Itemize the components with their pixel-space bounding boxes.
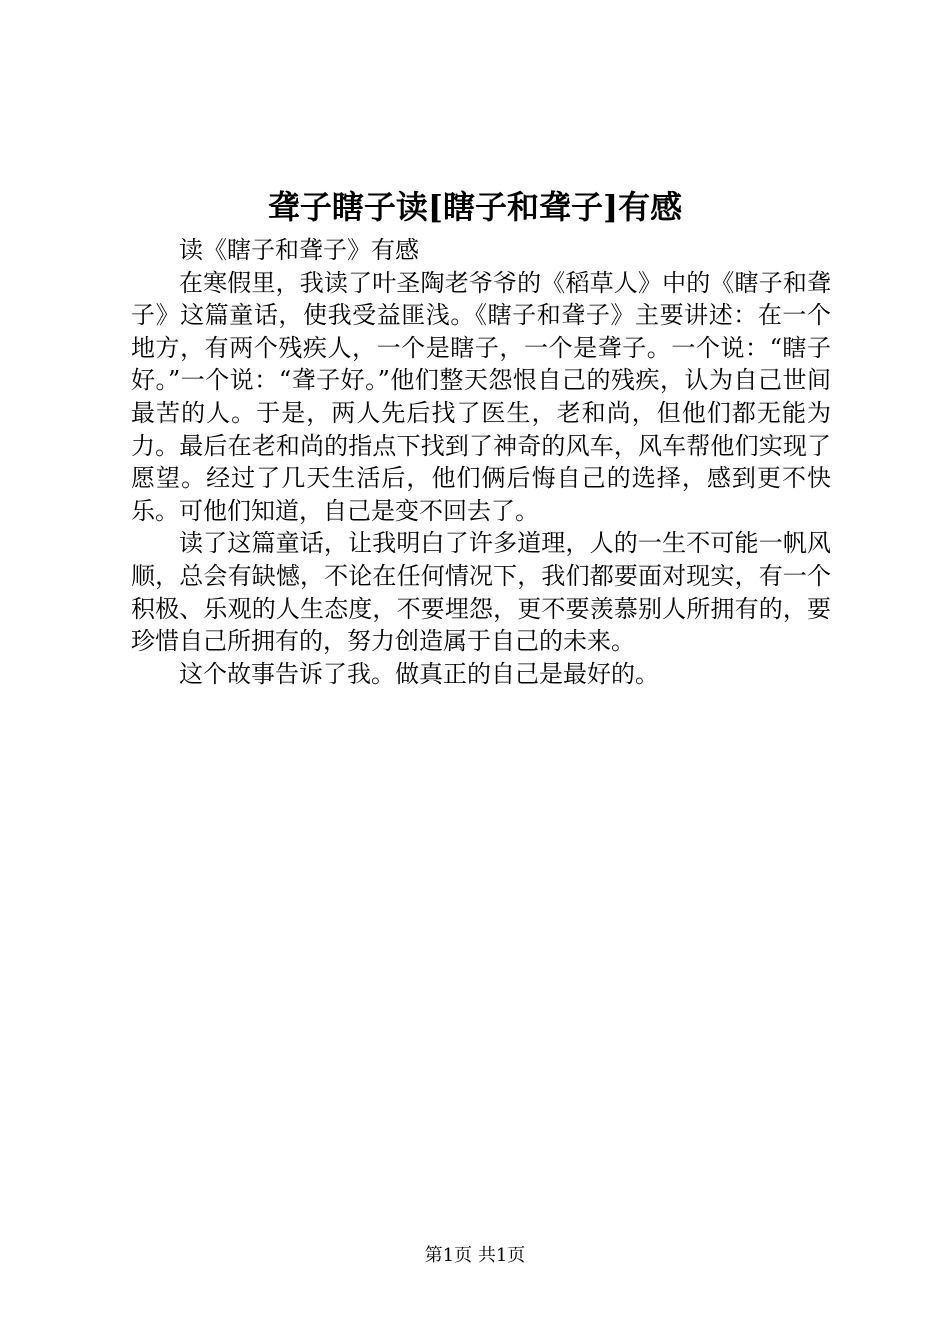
document-body (131, 234, 831, 690)
page-number-footer: 第1页 共1页 (424, 1245, 526, 1266)
paragraph-conclusion: 这个故事告诉了我。做真正的自己是最好的。 (179, 659, 659, 688)
paragraph-summary: 在寒假里，我读了叶圣陶老爷爷的《稻草人》中的《瞎子和聋子》这篇童话，使我受益匪浅。《瞎子和聋子》主要讲述：在一个地方，有两个残疾人，一个是瞎子，一个是聋子。一个说：“瞎子好。”一个说：“聋子好。”他们整天怨恨自己的残疾，认为自己世间最苦的人。于是，两人先后找了医生，老和尚，但他们都无能为力。最后在老和尚的指点下找到了神奇的风车，风车帮他们实现了愿望。经过了几天生活后，他们俩后悔自己的选择，感到更不快乐。可他们知道，自己是变不回去了。 (131, 268, 831, 525)
paragraph-heading: 读《瞎子和聋子》有感 (179, 236, 419, 264)
paragraph-reflection: 读了这篇童话，让我明白了许多道理，人的一生不可能一帆风顺，总会有缺憾，不论在任何情况下，我们都要面对现实，有一个积极、乐观的人生态度，不要埋怨，更不要羡慕别人所拥有的，要珍惜自己所拥有的，努力创造属于自己的未来。 (131, 529, 831, 656)
document-title: 聋子瞎子读[瞎子和聋子]有感 (267, 188, 683, 226)
